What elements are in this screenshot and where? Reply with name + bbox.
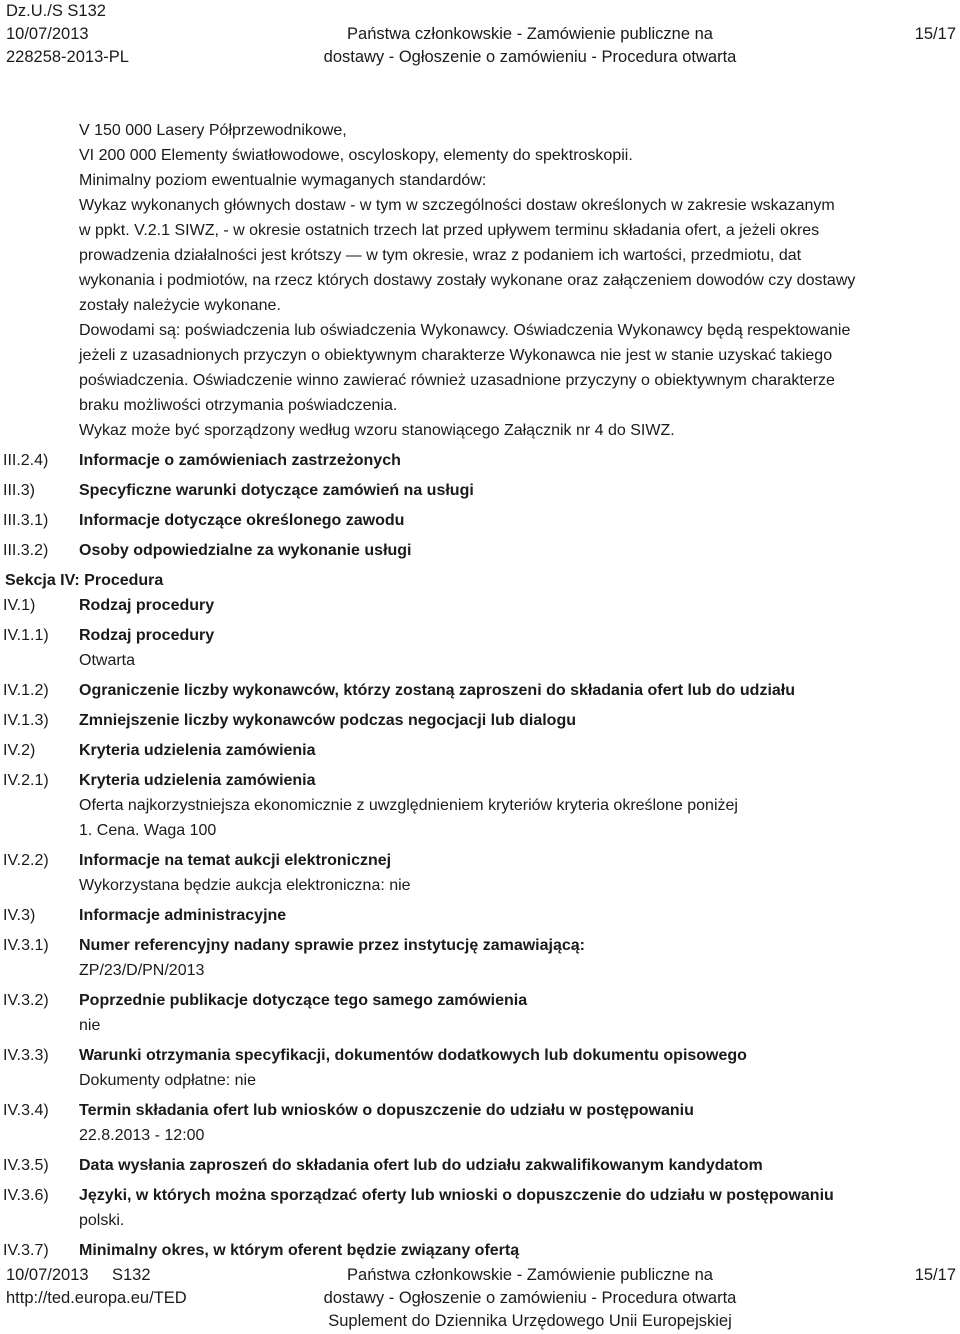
item-number: IV.3.4) — [3, 1102, 49, 1119]
text-line: zostały należycie wykonane. — [79, 297, 281, 314]
text-line: braku możliwości otrzymania poświadczenia. — [79, 397, 398, 414]
item-number: IV.3) — [3, 907, 36, 924]
item-number: IV.3.7) — [3, 1242, 49, 1259]
text-line: w ppkt. V.2.1 SIWZ, - w okresie ostatnich trzech lat przed upływem terminu składania ofert, a jeżeli okres — [79, 222, 820, 239]
footer-page-number: 15/17 — [914, 1266, 956, 1284]
item-number: IV.2.1) — [3, 772, 49, 789]
text-line: Dowodami są: poświadczenia lub oświadczenia Wykonawcy. Oświadczenia Wykonawcy będą respektowanie — [79, 322, 851, 339]
item-title: Kryteria udzielenia zamówienia — [79, 742, 316, 759]
item-number: IV.3.1) — [3, 937, 49, 954]
text-line: prowadzenia działalności jest krótszy — w tym okresie, wraz z podaniem ich wartości, przedmiotu, dat — [79, 247, 802, 264]
item-number: III.3.2) — [3, 542, 49, 559]
item-number: IV.1.2) — [3, 682, 49, 699]
notice-number: 228258-2013-PL — [6, 48, 129, 66]
header-page-number: 15/17 — [914, 25, 956, 43]
item-title: Informacje dotyczące określonego zawodu — [79, 512, 405, 529]
item-value: Wykorzystana będzie aukcja elektroniczna: nie — [79, 877, 411, 894]
item-title: Data wysłania zaproszeń do składania ofert lub do udziału zakwalifikowanym kandydatom — [79, 1157, 763, 1174]
item-title: Poprzednie publikacje dotyczące tego samego zamówienia — [79, 992, 528, 1009]
qualification-text — [79, 118, 939, 443]
text-line: Minimalny poziom ewentualnie wymaganych standardów: — [79, 172, 487, 189]
header-date: 10/07/2013 — [6, 25, 89, 43]
text-line: Wykaz wykonanych głównych dostaw - w tym w szczególności dostaw określonych w zakresie wskazanym — [79, 197, 835, 214]
text-line: V 150 000 Lasery Półprzewodnikowe, — [79, 122, 347, 139]
item-value: 22.8.2013 - 12:00 — [79, 1127, 205, 1144]
item-value: nie — [79, 1017, 101, 1034]
footer-title-line2: dostawy - Ogłoszenie o zamówieniu - Procedura otwarta — [323, 1289, 737, 1307]
item-title: Informacje na temat aukcji elektronicznej — [79, 852, 392, 869]
item-title: Osoby odpowiedzialne za wykonanie usługi — [79, 542, 412, 559]
item-number: IV.1.3) — [3, 712, 49, 729]
item-title: Kryteria udzielenia zamówienia — [79, 772, 316, 789]
header-title-line1: Państwa członkowskie - Zamówienie publiczne na — [347, 25, 713, 43]
text-line: Wykaz może być sporządzony według wzoru stanowiącego Załącznik nr 4 do SIWZ. — [79, 422, 675, 439]
text-line: jeżeli z uzasadnionych przyczyn o obiektywnym charakterze Wykonawca nie jest w stanie uzyskać takiego — [79, 347, 833, 364]
item-title: Informacje administracyjne — [79, 907, 287, 924]
item-number: IV.3.6) — [3, 1187, 49, 1204]
text-line: wykonania i podmiotów, na rzecz których dostawy zostały wykonane oraz załączeniem dowodów czy dostawy — [79, 272, 856, 289]
item-number: IV.3.3) — [3, 1047, 49, 1064]
item-value-secondary: 1. Cena. Waga 100 — [79, 822, 217, 839]
footer-url[interactable]: http://ted.europa.eu/TED — [6, 1289, 187, 1307]
item-title: Rodzaj procedury — [79, 627, 215, 644]
footer-code: S132 — [112, 1266, 151, 1284]
item-number: IV.2.2) — [3, 852, 49, 869]
item-title: Ograniczenie liczby wykonawców, którzy zostaną zaproszeni do składania ofert lub do udziału — [79, 682, 795, 699]
item-title: Rodzaj procedury — [79, 597, 215, 614]
item-title: Numer referencyjny nadany sprawie przez instytucję zamawiającą: — [79, 937, 585, 954]
item-number: IV.3.5) — [3, 1157, 49, 1174]
section-heading: Sekcja IV: Procedura — [5, 572, 164, 589]
footer-title-line3: Suplement do Dziennika Urzędowego Unii Europejskiej — [328, 1312, 732, 1330]
text-line: VI 200 000 Elementy światłowodowe, oscyloskopy, elementy do spektroskopii. — [79, 147, 633, 164]
item-number: IV.1) — [3, 597, 36, 614]
item-title: Minimalny okres, w którym oferent będzie związany ofertą — [79, 1242, 520, 1259]
item-title: Termin składania ofert lub wniosków o dopuszczenie do udziału w postępowaniu — [79, 1102, 694, 1119]
item-number: III.3) — [3, 482, 36, 499]
item-title: Języki, w których można sporządzać oferty lub wnioski o dopuszczenie do udziału w postępowaniu — [79, 1187, 834, 1204]
item-number: III.2.4) — [3, 452, 49, 469]
header-title-line2: dostawy - Ogłoszenie o zamówieniu - Procedura otwarta — [323, 48, 737, 66]
item-value: polski. — [79, 1212, 125, 1229]
item-number: IV.1.1) — [3, 627, 49, 644]
item-title: Warunki otrzymania specyfikacji, dokumentów dodatkowych lub dokumentu opisowego — [79, 1047, 747, 1064]
item-value: Dokumenty odpłatne: nie — [79, 1072, 256, 1089]
item-number: IV.2) — [3, 742, 36, 759]
item-title: Zmniejszenie liczby wykonawców podczas negocjacji lub dialogu — [79, 712, 576, 729]
journal-reference: Dz.U./S S132 — [6, 2, 106, 20]
footer-date: 10/07/2013 — [6, 1266, 89, 1284]
item-value: Otwarta — [79, 652, 136, 669]
footer-title-line1: Państwa członkowskie - Zamówienie publiczne na — [347, 1266, 713, 1284]
text-line: poświadczenia. Oświadczenie winno zawierać również uzasadnione przyczyny o obiektywnym charakterze — [79, 372, 835, 389]
item-number: IV.3.2) — [3, 992, 49, 1009]
item-title: Informacje o zamówieniach zastrzeżonych — [79, 452, 401, 469]
item-title: Specyficzne warunki dotyczące zamówień na usługi — [79, 482, 474, 499]
item-number: III.3.1) — [3, 512, 49, 529]
item-value: ZP/23/D/PN/2013 — [79, 962, 205, 979]
item-value: Oferta najkorzystniejsza ekonomicznie z uwzględnieniem kryteriów kryteria określone poniżej — [79, 797, 738, 814]
